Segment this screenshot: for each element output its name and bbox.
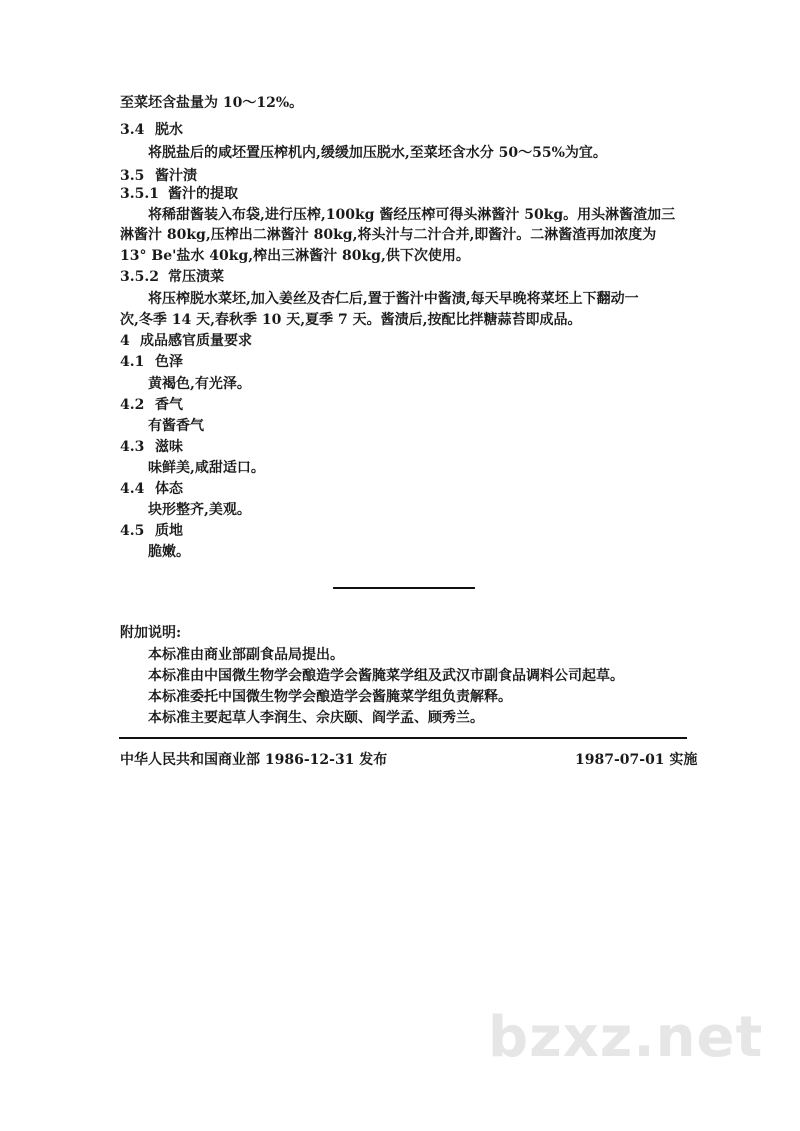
- section-4-4-text: 块形整齐,美观。: [148, 502, 251, 518]
- section-3-5-2-title: 常压渍菜: [168, 269, 224, 285]
- section-3-4-title: 脱水: [155, 122, 183, 138]
- section-3-5-2-number: 3.5.2: [120, 269, 159, 285]
- salt-content-line: 至菜坯含盐量为 10～12%。: [120, 95, 304, 111]
- section-4-title: 成品感官质量要求: [140, 333, 252, 349]
- section-4-3-title: 滋味: [155, 439, 183, 455]
- section-4-1-title: 色泽: [155, 354, 183, 370]
- section-3-5-2-text-1: 将压榨脱水菜坯,加入姜丝及杏仁后,置于酱汁中酱渍,每天早晚将菜坯上下翻动一: [148, 291, 639, 307]
- section-4-5-text: 脆嫩。: [148, 544, 190, 560]
- section-4-5-number: 4.5: [120, 523, 145, 539]
- section-4-2-text: 有酱香气: [148, 418, 204, 434]
- footer-effective: 1987-07-01 实施: [575, 752, 698, 768]
- section-3-4-number: 3.4: [120, 122, 145, 138]
- section-3-4-text: 将脱盐后的咸坯置压榨机内,缓缓加压脱水,至菜坯含水分 50～55%为宜。: [148, 145, 607, 161]
- note-drafter: 本标准由中国微生物学会酿造学会酱腌菜学组及武汉市副食品调料公司起草。: [148, 668, 624, 684]
- section-end-rule: [333, 587, 475, 589]
- note-main-drafters: 本标准主要起草人李润生、佘庆颐、阎学孟、顾秀兰。: [148, 710, 484, 726]
- section-4-3-text: 味鲜美,咸甜适口。: [148, 460, 265, 476]
- section-4-1-number: 4.1: [120, 354, 145, 370]
- section-4-3-number: 4.3: [120, 439, 145, 455]
- section-3-5-number: 3.5: [120, 168, 145, 184]
- section-4-4-title: 体态: [155, 481, 183, 497]
- footer-rule: [119, 737, 687, 739]
- section-3-5-2-text-2: 次,冬季 14 天,春秋季 10 天,夏季 7 天。酱渍后,按配比拌糖蒜苔即成品。: [120, 312, 582, 328]
- section-4-5-title: 质地: [155, 523, 183, 539]
- section-4-1-text: 黄褐色,有光泽。: [148, 376, 251, 392]
- note-proposer: 本标准由商业部副食品局提出。: [148, 647, 344, 663]
- section-4-2-number: 4.2: [120, 397, 145, 413]
- section-3-5-1-text-1: 将稀甜酱装入布袋,进行压榨,100kg 酱经压榨可得头淋酱汁 50kg。用头淋酱渣加三: [148, 207, 676, 223]
- section-3-5-1-text-2: 淋酱汁 80kg,压榨出二淋酱汁 80kg,将头汁与二汁合并,即酱汁。二淋酱渣再加浓度为: [120, 227, 657, 243]
- note-interpreter: 本标准委托中国微生物学会酿造学会酱腌菜学组负责解释。: [148, 689, 512, 705]
- section-4-4-number: 4.4: [120, 481, 145, 497]
- section-4-2-title: 香气: [155, 397, 183, 413]
- footer-issued: 中华人民共和国商业部 1986-12-31 发布: [120, 752, 388, 768]
- section-3-5-1-text-3: 13° Be'盐水 40kg,榨出三淋酱汁 80kg,供下次使用。: [120, 248, 470, 264]
- section-4-number: 4: [120, 333, 130, 349]
- notes-heading: 附加说明:: [120, 625, 182, 641]
- section-3-5-1-number: 3.5.1: [120, 186, 159, 202]
- section-3-5-title: 酱汁渍: [155, 168, 197, 184]
- section-3-5-1-title: 酱汁的提取: [168, 186, 238, 202]
- watermark: bzxz.net: [488, 1005, 764, 1070]
